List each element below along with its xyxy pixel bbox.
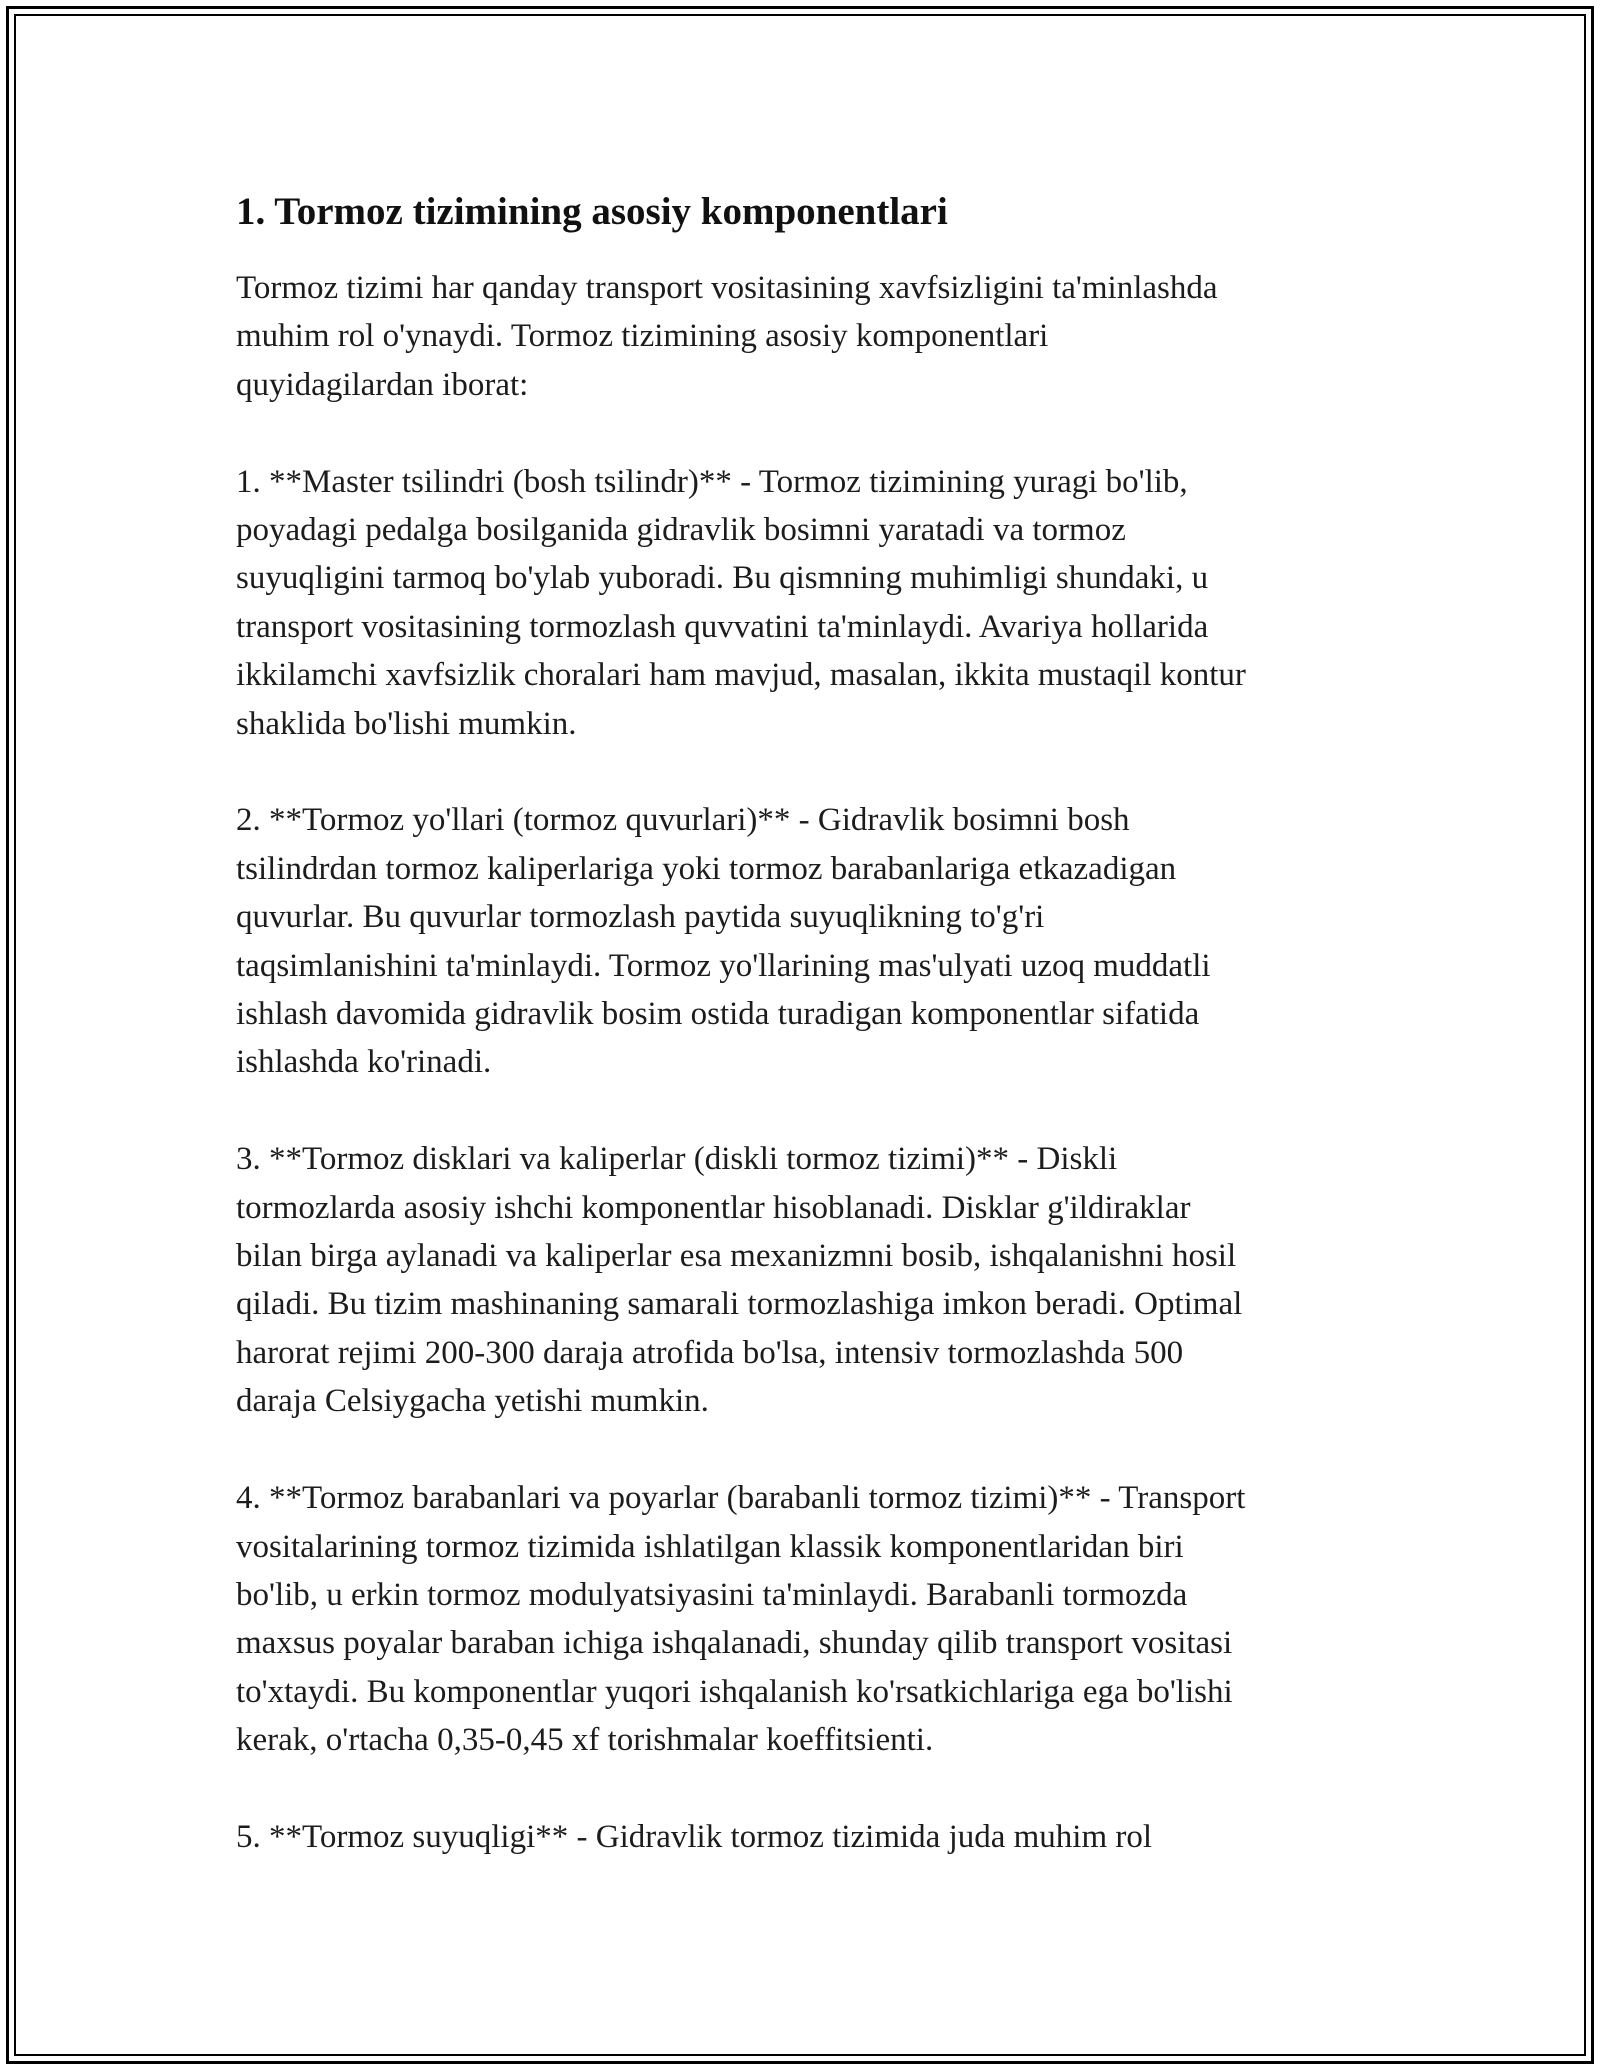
section-heading: 1. Tormoz tizimining asosiy komponentlari: [236, 190, 948, 233]
list-item-brake-fluid: 5. **Tormoz suyuqligi** - Gidravlik tormoz tizimida juda muhim rol: [236, 1818, 1153, 1855]
list-item-brake-lines: 2. **Tormoz yo'llari (tormoz quvurlari)** - Gidravlik bosimni bosh tsilindrdan tormoz kaliperlariga yoki tormoz barabanlariga etkazadigan quvurlar. Bu quvurlar tormozlash paytida suyuqlikning to'g'ri taqsimlanishini ta'minlaydi. Tormoz yo'llarining mas'ulyati uzoq muddatli ishlash davomida gidravlik bosim ostida turadigan komponentlar sifatida ishlashda ko'rinadi.: [236, 802, 1211, 1081]
intro-paragraph: Tormoz tizimi har qanday transport vositasining xavfsizligini ta'minlashda muhim rol o'ynaydi. Tormoz tizimining asosiy komponentlari quyidagilardan iborat:: [236, 270, 1218, 403]
list-item-master-cylinder: 1. **Master tsilindri (bosh tsilindr)** - Tormoz tizimining yuragi bo'lib, poyadagi pedalga bosilganida gidravlik bosimni yaratadi va tormoz suyuqligini tarmoq bo'ylab yuboradi. Bu qismning muhimligi shundaki, u transport vositasining tormozlash quvvatini ta'minlaydi. Avariya hollarida ikkilamchi xavfsizlik choralari ham mavjud, masalan, ikkita mustaqil kontur shaklida bo'lishi mumkin.: [236, 463, 1246, 742]
document-body: [236, 186, 1386, 1910]
list-item-discs-calipers: 3. **Tormoz disklari va kaliperlar (diskli tormoz tizimi)** - Diskli tormozlarda asosiy ishchi komponentlar hisoblanadi. Disklar g'ildiraklar bilan birga aylanadi va kaliperlar esa mexanizmni bosib, ishqalanishni hosil qiladi. Bu tizim mashinaning samarali tormozlashiga imkon beradi. Optimal harorat rejimi 200-300 daraja atrofida bo'lsa, intensiv tormozlashda 500 daraja Celsiygacha yetishi mumkin.: [236, 1141, 1243, 1420]
list-item-drums-shoes: 4. **Tormoz barabanlari va poyarlar (barabanli tormoz tizimi)** - Transport vositalarining tormoz tizimida ishlatilgan klassik komponentlaridan biri bo'lib, u erkin tormoz modulyatsiyasini ta'minlaydi. Barabanli tormozda maxsus poyalar baraban ichiga ishqalanadi, shunday qilib transport vositasi to'xtaydi. Bu komponentlar yuqori ishqalanish ko'rsatkichlariga ega bo'lishi kerak, o'rtacha 0,35-0,45 xf torishmalar koeffitsienti.: [236, 1480, 1246, 1759]
